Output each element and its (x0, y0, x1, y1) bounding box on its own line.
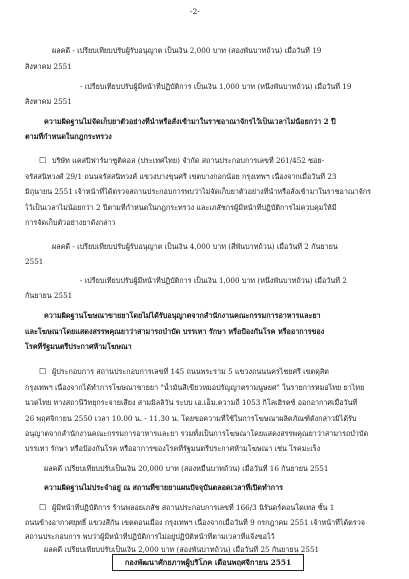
section-heading: ความผิดฐานไม่จัดเก็บยาตัวอย่างที่นำหรือสั่งเข้ามาในราชอาณาจักรไว้เป็นเวลาไม่น้อยกว่า 2 ปี (44, 117, 336, 126)
result-line: สิงหาคม 2551 (25, 62, 72, 71)
case-text: การจัดเก็บตัวอย่างยาดังกล่าว (25, 218, 116, 227)
footer-box (112, 554, 304, 571)
result-line: 2551 (25, 257, 44, 266)
case-text: อนุญาตจากสำนักงานคณะกรรมการอาหารและยา รวมทั้งเป็นการโฆษณาโดยแสดงสรรพคุณยาว่าสามารถบำบัด (25, 429, 369, 438)
case-text: กรุงเทพฯ เนื่องจากได้ทำการโฆษณาขายยา "น้ำมันสีเขียวหมอปรัญญาตรามนูษยศ" ในรายการหมอไทย ยาไทย (25, 383, 365, 392)
section-heading: และโฆษณาโดยแสดงสรรพคุณยาว่าสามารถบำบัด บรรเทา รักษา หรือป้องกันโรค หรืออาการของ (25, 327, 325, 336)
result-line: ผลคดี - เปรียบเทียบปรับผู้รับอนุญาต เป็นเงิน 4,000 บาท (สี่พันบาทถ้วน) เมื่อวันที่ 2 กันยายน (52, 242, 338, 251)
case-text: ถนนข้างอากาศยุทธิ์ แขวงสีกัน เขตดอนเมือง กรุงเทพฯ เนื่องจากเมื่อวันที่ 9 กรกฎาคม 2551 เจ้าหน้าที่ได้ตรวจ (25, 518, 365, 527)
checkbox-icon: ☐ (39, 156, 47, 165)
result-line: - เปรียบเทียบปรับผู้มีหน้าที่ปฏิบัติการ เป็นเงิน 1,000 บาท (หนึ่งพันบาทถ้วน) เมื่อวันที่ 19 (80, 82, 352, 91)
result-line: กันยายน 2551 (25, 291, 73, 300)
result-line: ผลคดี - เปรียบเทียบปรับผู้รับอนุญาต เป็นเงิน 2,000 บาท (สองพันบาทถ้วน) เมื่อวันที่ 19 (52, 46, 322, 55)
result-line: ผลคดี เปรียบเทียบปรับเป็นเงิน 20,000 บาท (สองหมื่นบาทถ้วน) เมื่อวันที่ 16 กันยายน 2551 (44, 464, 329, 473)
case-text: จรัสสนิทวงศ์ 29/1 ถนนจรัสสนิทวงศ์ แขวงบางขุนศรี เขตบางกอกน้อย กรุงเทพฯ เนื่องจากเมื่อวันที่ 23 (25, 172, 337, 181)
section-heading: ความผิดฐานไม่ประจำอยู่ ณ สถานที่ขายยาแผนปัจจุบันตลอดเวลาที่เปิดทำการ (44, 483, 283, 492)
checkbox-icon: ☐ (39, 367, 47, 376)
case-text: มิถุนายน 2551 เจ้าหน้าที่ได้ตรวจสถานประกอบการพบว่าไม่จัดเก็บยาตัวอย่างที่นำหรือสั่งเข้ามาในราชอาณาจักร (25, 187, 372, 196)
case-text: สถานประกอบการ พบว่าผู้มีหน้าที่ปฏิบัติการไม่อยู่ปฏิบัติหน้าที่ตามเวลาที่แจ้งขอไว้ (25, 532, 275, 541)
case-text: บริษัท แคสปิฟาร์มาซูติคอล (ประเทศไทย) จำกัด สถานประกอบการเลขที่ 261/452 ซอย- (52, 156, 324, 165)
case-text: 26 พฤศจิกายน 2550 เวลา 10.00 น. - 11.30 น. โดยขอความที่ใช้ในการโฆษณาผลิตภัณฑ์ดังกล่าวมิได้รับ (25, 414, 357, 423)
case-text: ไว้เป็นเวลาไม่น้อยกว่า 2 ปีตามที่กำหนดในกฎกระทรวง และเภสัชกรผู้มีหน้าที่ปฏิบัติการไม่ควบคุมให้มี (25, 203, 337, 212)
result-line: สิงหาคม 2551 (25, 97, 72, 106)
case-text: ผู้มีหน้าที่ปฏิบัติการ ร้านพลอยเภสัช สถานประกอบการเลขที่ 166/3 นิรันดร์คอนโดเทล ชั้น 1 (52, 503, 335, 512)
result-line: ผลคดี เปรียบเทียบปรับเป็นเงิน 2,000 บาท (สองพันบาทถ้วน) เมื่อวันที่ 25 กันยายน 2551 (44, 545, 320, 554)
page-number: -2- (190, 7, 200, 16)
section-heading: โรคที่รัฐมนตรีประกาศห้ามโฆษณา (25, 342, 132, 351)
checkbox-icon: ☐ (39, 503, 47, 512)
case-text: ผู้ประกอบการ สถานประกอบการเลขที่ 145 ถนนพระราม 5 แขวงถนนนครไชยศรี เขตดุสิต (52, 367, 329, 376)
section-heading: ตามที่กำหนดในกฎกระทรวง (25, 132, 112, 141)
section-heading: ความผิดฐานโฆษณาขายยาโดยไม่ได้รับอนุญาตจากสำนักงานคณะกรรมการอาหารและยา (44, 311, 321, 320)
result-line: - เปรียบเทียบปรับผู้มีหน้าที่ปฏิบัติการ เป็นเงิน 1,000 บาท (หนึ่งพันบาทถ้วน) เมื่อวันที่ 2 (80, 276, 347, 285)
footer-text: กองพัฒนาศักยภาพผู้บริโภค เดือนพฤศจิกายน 2551 (124, 558, 292, 567)
case-text: นวดไทย ทางสถานีวิทยุกระจายเสียง สามมิลลิวัน ระบบ เอ.เอ็ม.ความถี่ 1053 กิโลเฮิรตซ์ ออกอากาศเมื่อวันที่ (25, 398, 358, 407)
case-text: บรรเทา รักษา หรือป้องกันโรค หรืออาการของโรคที่รัฐมนตรีประกาศห้ามโฆษณา เช่น โรคมะเร็ง (25, 444, 321, 453)
